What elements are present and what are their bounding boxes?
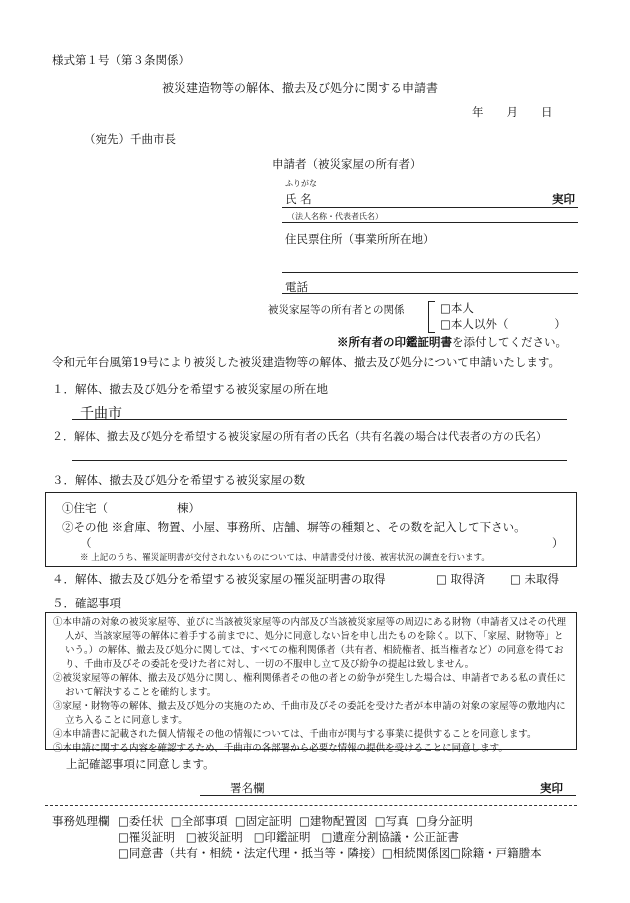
agree-text: 上記確認事項に同意します。 <box>66 757 215 771</box>
office-check-hisai[interactable]: □被災証明 <box>185 830 243 844</box>
signature-seal: 実印 <box>540 781 563 795</box>
corp-line[interactable] <box>282 222 578 223</box>
confirmation-3: ③家屋・財物等の解体、撤去及び処分の実施のため、千曲市及びその委託を受けた者が本申請の対象の家屋等の敷地内に立ち入ることに同意します。 <box>53 701 566 726</box>
item3-house-field[interactable]: ①住宅（ 棟） <box>62 501 200 515</box>
form-number: 様式第１号（第３条関係） <box>52 53 190 67</box>
office-check-zenbu[interactable]: □全部事項 <box>170 814 228 828</box>
address-label: 住民票住所（事業所所在地） <box>285 232 435 246</box>
seal-note <box>337 334 567 350</box>
office-row2 <box>118 829 459 845</box>
corp-note: （法人名称・代表者氏名） <box>287 212 383 221</box>
furigana-label: ふりがな <box>285 179 317 188</box>
office-check-mibun[interactable]: □身分証明 <box>415 814 473 828</box>
confirmation-5: ⑤本申請に関する内容を確認するため、千曲市の各部署から必要な情報の提供を受けることに同意します。 <box>53 743 508 754</box>
confirmations-box <box>45 612 577 754</box>
signature-line[interactable] <box>200 795 576 796</box>
office-check-risai[interactable]: □罹災証明 <box>118 830 175 844</box>
confirmation-1: ①本申請の対象の被災家屋等、並びに当該被災家屋等の内部及び当該被災家屋等の周辺にある財物（申請者又はその代理人が、当該家屋等の解体に着手する前までに、処分に同意しない旨を申し出たものを除く。以下、「家屋、財物等」という。）の解体、撤去及び処分に関しては、すべての権利関係者（共有者、相続権者、抵当権者など）の同意を得ており、千曲市及びその委託を受けた者に対し、一切の不服申し立て及び紛争の提起は致しません。 <box>53 617 567 670</box>
relation-other-checkbox[interactable]: □本人以外（ ） <box>440 317 566 331</box>
office-check-shashin[interactable]: □写真 <box>374 814 409 828</box>
seal-note-bold: ※所有者の印鑑証明書 <box>337 335 452 349</box>
name-label: 氏 名 <box>285 192 312 206</box>
office-label: 事務処理欄 <box>52 814 110 828</box>
item3-note: ※ 上記のうち、罹災証明書が交付されないものについては、申請書受付け後、被害状況の調査を行います。 <box>80 553 490 563</box>
addressee: （宛先）千曲市長 <box>84 132 176 146</box>
seal-note-rest: を添付してください。 <box>452 335 567 349</box>
item3-paren-close: ） <box>552 536 564 550</box>
separator <box>45 805 577 806</box>
office-check-isan[interactable]: □遺産分割協議・公正証書 <box>321 830 459 844</box>
item3-other-label: ②その他 ※倉庫、物置、小屋、事務所、店舗、塀等の種類と、その数を記入して下さい。 <box>62 520 526 534</box>
office-check-sozoku[interactable]: □相続関係図 <box>381 846 451 860</box>
confirmation-4: ④本申請書に記載された個人情報その他の情報については、千曲市が関与する事業に提供することを同意します。 <box>53 729 537 740</box>
phone-line[interactable] <box>282 293 578 294</box>
item5-label: ５．確認事項 <box>52 596 121 610</box>
relation-bracket <box>428 301 435 333</box>
item4-label: ４．解体、撤去及び処分を希望する被災家屋の罹災証明書の取得 <box>52 572 386 586</box>
item4-not-obtained-checkbox[interactable]: □ 未取得 <box>510 572 560 586</box>
item3-label: ３．解体、撤去及び処分を希望する被災家屋の数 <box>52 473 305 487</box>
office-check-ininjo[interactable]: □委任状 <box>118 814 164 828</box>
address-line[interactable] <box>282 272 578 273</box>
confirmation-2: ②被災家屋等の解体、撤去及び処分に関し、権利関係者その他の者との紛争が発生した場合は、申請者である私の責任において解決することを確約します。 <box>53 673 567 698</box>
name-line[interactable] <box>282 207 578 208</box>
office-check-kotei[interactable]: □固定証明 <box>234 814 292 828</box>
item1-label: １．解体、撤去及び処分を希望する被災家屋の所在地 <box>52 382 328 396</box>
office-check-doisho[interactable]: □同意書（共有・相続・法定代理・抵当等・隣接） <box>118 846 382 860</box>
item2-line[interactable] <box>72 460 567 461</box>
office-row1 <box>118 813 473 829</box>
signature-label: 署名欄 <box>230 781 265 795</box>
page-title: 被災建造物等の解体、撤去及び処分に関する申請書 <box>162 81 439 95</box>
phone-label: 電話 <box>285 280 308 294</box>
item1-value[interactable]: 千曲市 <box>80 406 122 422</box>
seal-label: 実印 <box>552 192 575 206</box>
item2-label: ２．解体、撤去及び処分を希望する被災家屋の所有者の氏名（共有名義の場合は代表者の方の氏名） <box>52 430 547 443</box>
office-check-haichizu[interactable]: □建物配置図 <box>299 814 368 828</box>
item3-paren-open[interactable]: （ <box>80 536 92 550</box>
relation-label: 被災家屋等の所有者との関係 <box>268 304 405 316</box>
office-check-koseki[interactable]: □除籍・戸籍謄本 <box>450 846 542 860</box>
item1-line <box>72 419 567 420</box>
item4-obtained-checkbox[interactable]: □ 取得済 <box>436 572 486 586</box>
office-check-inkan[interactable]: □印鑑証明 <box>253 830 311 844</box>
applicant-heading: 申請者（被災家屋の所有者） <box>272 157 422 171</box>
date-field[interactable]: 年 月 日 <box>472 105 553 119</box>
intro-text: 令和元年台風第19号により被災した被災建造物等の解体、撤去及び処分について申請いたします。 <box>52 355 560 369</box>
office-row3 <box>118 845 542 861</box>
relation-self-checkbox[interactable]: □本人 <box>440 301 474 315</box>
